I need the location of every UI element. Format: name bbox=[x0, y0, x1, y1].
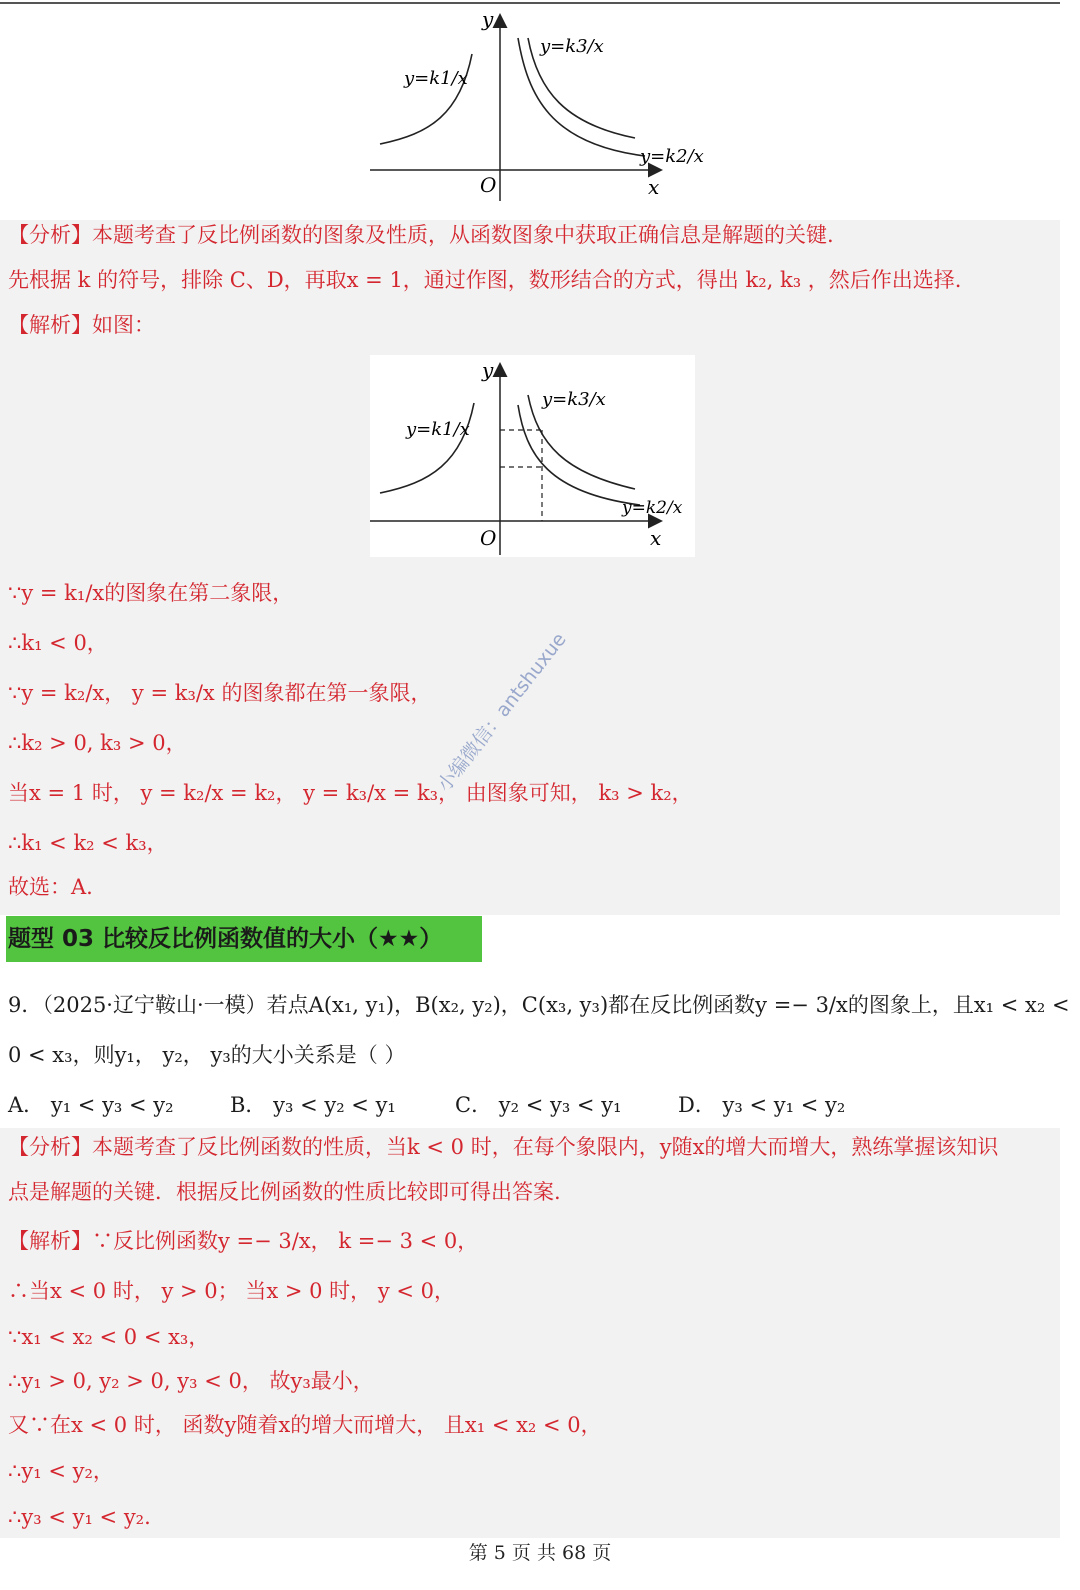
solution1-line7: 故选：A. bbox=[8, 875, 93, 899]
analysis2-line9: ∴y₃ < y₁ < y₂. bbox=[8, 1505, 151, 1529]
analysis1-line3: 【解析】如图： bbox=[8, 313, 155, 337]
option-c: C． y₂ < y₃ < y₁ bbox=[455, 1093, 622, 1117]
solution1-line2: ∴k₁ < 0， bbox=[8, 631, 108, 655]
curve-k2-label: y=k2/x bbox=[622, 498, 683, 518]
analysis2-line7: 又∵在x < 0 时， 函数y随着x的增大而增大， 且x₁ < x₂ < 0， bbox=[8, 1413, 602, 1437]
analysis2-line5: ∵x₁ < x₂ < 0 < x₃， bbox=[8, 1325, 210, 1349]
hyperbola-figure-2 bbox=[370, 355, 695, 557]
solution1-line3: ∵y = k₂/x， y = k₃/x 的图象都在第一象限， bbox=[8, 681, 432, 705]
origin-label: O bbox=[480, 526, 497, 550]
hyperbola-figure-1 bbox=[360, 6, 710, 206]
analysis2-line8: ∴y₁ < y₂， bbox=[8, 1459, 114, 1483]
analysis-panel-1 bbox=[0, 220, 1060, 915]
option-d: D． y₃ < y₁ < y₂ bbox=[678, 1093, 846, 1117]
analysis1-line1: 【分析】本题考查了反比例函数的图象及性质，从函数图象中获取正确信息是解题的关键. bbox=[8, 223, 834, 247]
curve-k2-label: y=k2/x bbox=[640, 146, 704, 167]
option-b: B． y₃ < y₂ < y₁ bbox=[230, 1093, 396, 1117]
origin-label: O bbox=[480, 173, 497, 197]
section-heading: 题型 03 比较反比例函数值的大小（★★） bbox=[6, 916, 482, 962]
analysis2-line2: 点是解题的关键．根据反比例函数的性质比较即可得出答案. bbox=[8, 1180, 561, 1204]
solution1-line1: ∵y = k₁/x的图象在第二象限， bbox=[8, 581, 294, 605]
top-rule bbox=[0, 2, 1060, 4]
x-axis-label: x bbox=[650, 526, 662, 550]
analysis2-line4: ∴当x < 0 时， y > 0； 当x > 0 时， y < 0， bbox=[8, 1279, 456, 1303]
solution1-line6: ∴k₁ < k₂ < k₃， bbox=[8, 831, 168, 855]
curve-k3-label: y=k3/x bbox=[540, 36, 604, 57]
analysis1-line2: 先根据 k 的符号，排除 C、D，再取x = 1，通过作图，数形结合的方式，得出 k₂, k₃ ，然后作出选择. bbox=[8, 268, 962, 292]
question9-line2: 0 < x₃，则y₁， y₂， y₃的大小关系是（ ） bbox=[8, 1043, 406, 1067]
y-axis-label: y bbox=[482, 358, 494, 382]
curve-k3-label: y=k3/x bbox=[542, 389, 606, 410]
curve-k1-label: y=k1/x bbox=[406, 419, 470, 440]
curve-k1-label: y=k1/x bbox=[404, 68, 468, 89]
solution1-line4: ∴k₂ > 0, k₃ > 0， bbox=[8, 731, 187, 755]
watermark: 小编微信：antshuxue bbox=[433, 628, 571, 797]
analysis2-line6: ∴y₁ > 0, y₂ > 0, y₃ < 0， 故y₃最小， bbox=[8, 1369, 374, 1393]
option-a: A． y₁ < y₃ < y₂ bbox=[8, 1093, 174, 1117]
analysis2-line1: 【分析】本题考查了反比例函数的性质，当k < 0 时，在每个象限内，y随x的增大而增大，熟练掌握该知识 bbox=[8, 1135, 999, 1159]
page-footer: 第 5 页 共 68 页 bbox=[468, 1542, 612, 1564]
solution1-line5: 当x = 1 时， y = k₂/x = k₂， y = k₃/x = k₃， 由图象可知， k₃ > k₂， bbox=[8, 781, 693, 805]
analysis2-line3: 【解析】∵反比例函数y =− 3/x， k =− 3 < 0， bbox=[8, 1229, 479, 1253]
x-axis-label: x bbox=[648, 175, 660, 199]
question9-line1: 9．（2025·辽宁鞍山·一模）若点A(x₁, y₁)，B(x₂, y₂)，C(x₃, y₃)都在反比例函数y =− 3/x的图象上，且x₁ < x₂ < bbox=[8, 993, 1070, 1017]
y-axis-label: y bbox=[482, 7, 494, 31]
